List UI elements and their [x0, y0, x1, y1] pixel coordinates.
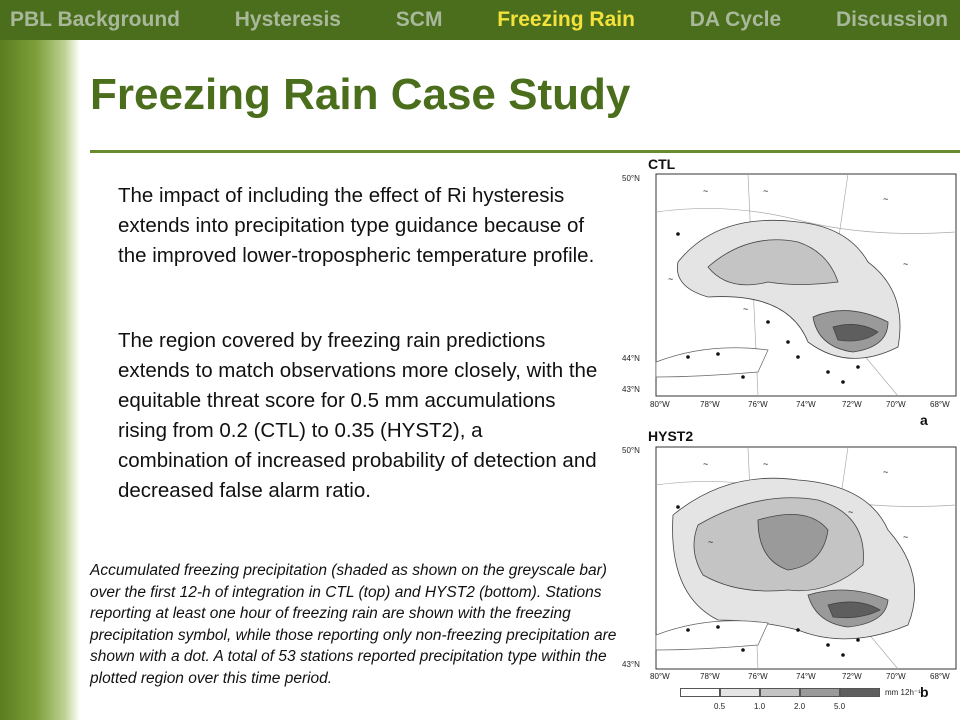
svg-text:~: ~ [708, 537, 714, 547]
body-paragraph-2: The region covered by freezing rain predictions extends to match observations more closely, with the equitable threat score for 0.5 mm accumulations rising from 0.2 (CTL) to 0.35 (HYST2), a combination of increased probability of detection and decreased false alarm ratio. [118, 329, 598, 502]
panel-hyst2-label: HYST2 [648, 428, 694, 444]
map-ctl-graphic [648, 172, 960, 407]
lon-label-top: 70°W [886, 400, 906, 409]
lon-label-bottom: 74°W [796, 672, 816, 681]
title-divider [90, 150, 960, 153]
lat-label-top: 50°N [622, 174, 640, 183]
svg-text:~: ~ [703, 186, 709, 196]
lon-label-bottom: 80°W [650, 672, 670, 681]
lon-label-top: 68°W [930, 400, 950, 409]
nav-item-freezing-rain[interactable]: Freezing Rain [497, 8, 635, 31]
legend-swatch-1 [720, 688, 760, 697]
page-title: Freezing Rain Case Study [90, 70, 631, 119]
map-hyst2 [648, 445, 960, 680]
legend-swatch-4 [840, 688, 880, 697]
lon-label-bottom: 72°W [842, 672, 862, 681]
legend-swatch-2 [760, 688, 800, 697]
svg-text:~: ~ [883, 194, 889, 204]
lon-label-top: 78°W [700, 400, 720, 409]
nav-item-scm[interactable]: SCM [395, 8, 443, 31]
lon-label-bottom: 76°W [748, 672, 768, 681]
lon-label-bottom: 70°W [886, 672, 906, 681]
body-paragraph-1: The impact of including the effect of Ri hysteresis extends into precipitation type guidance because of the improved lower-tropospheric temperature profile. [118, 184, 595, 267]
legend-tick: 1.0 [754, 702, 766, 711]
figure-caption: Accumulated freezing precipitation (shaded as shown on the greyscale bar) over the first 12-h of integration in CTL (top) and HYST2 (bottom). Stations reporting at least one hour of freezing rain are shown with the freezing precipitation symbol, while those reporting only non-freezing precipitation are shown with a dot. A total of 53 stations reported precipitation type within the plotted region over this time period. [90, 562, 617, 687]
svg-text:~: ~ [703, 459, 709, 469]
legend-swatch-3 [800, 688, 840, 697]
panel-a-letter: a [920, 412, 928, 428]
svg-text:~: ~ [848, 507, 854, 517]
nav-item-da-cycle[interactable]: DA Cycle [689, 8, 782, 31]
svg-text:~: ~ [668, 274, 674, 284]
map-hyst2-graphic [648, 445, 960, 680]
legend-tick: 5.0 [834, 702, 846, 711]
lat-label-bottom: 43°N [622, 660, 640, 669]
greyscale-legend [680, 684, 885, 714]
lon-label-bottom: 68°W [930, 672, 950, 681]
nav-item-pbl-background[interactable]: PBL Background [10, 8, 180, 31]
svg-text:~: ~ [903, 259, 909, 269]
sidebar-gradient [0, 0, 80, 720]
legend-tick: 0.5 [714, 702, 726, 711]
lon-label-top: 72°W [842, 400, 862, 409]
panel-ctl-label: CTL [648, 156, 676, 172]
legend-tick: 2.0 [794, 702, 806, 711]
lon-label-top: 76°W [748, 400, 768, 409]
svg-text:~: ~ [903, 532, 909, 542]
lat-label-top: 43°N [622, 385, 640, 394]
top-navigation [0, 0, 960, 40]
svg-text:~: ~ [763, 459, 769, 469]
legend-swatch-0 [680, 688, 720, 697]
nav-item-discussion[interactable]: Discussion [835, 8, 948, 31]
legend-units: mm 12h⁻¹ [885, 688, 921, 697]
lon-label-bottom: 78°W [700, 672, 720, 681]
svg-text:~: ~ [743, 304, 749, 314]
lon-label-top: 80°W [650, 400, 670, 409]
svg-text:~: ~ [883, 467, 889, 477]
map-ctl [648, 172, 960, 407]
lat-label-top: 44°N [622, 354, 640, 363]
lon-label-top: 74°W [796, 400, 816, 409]
nav-item-hysteresis[interactable]: Hysteresis [234, 8, 341, 31]
lat-label-bottom: 50°N [622, 446, 640, 455]
panel-b-letter: b [920, 684, 929, 700]
svg-text:~: ~ [763, 186, 769, 196]
